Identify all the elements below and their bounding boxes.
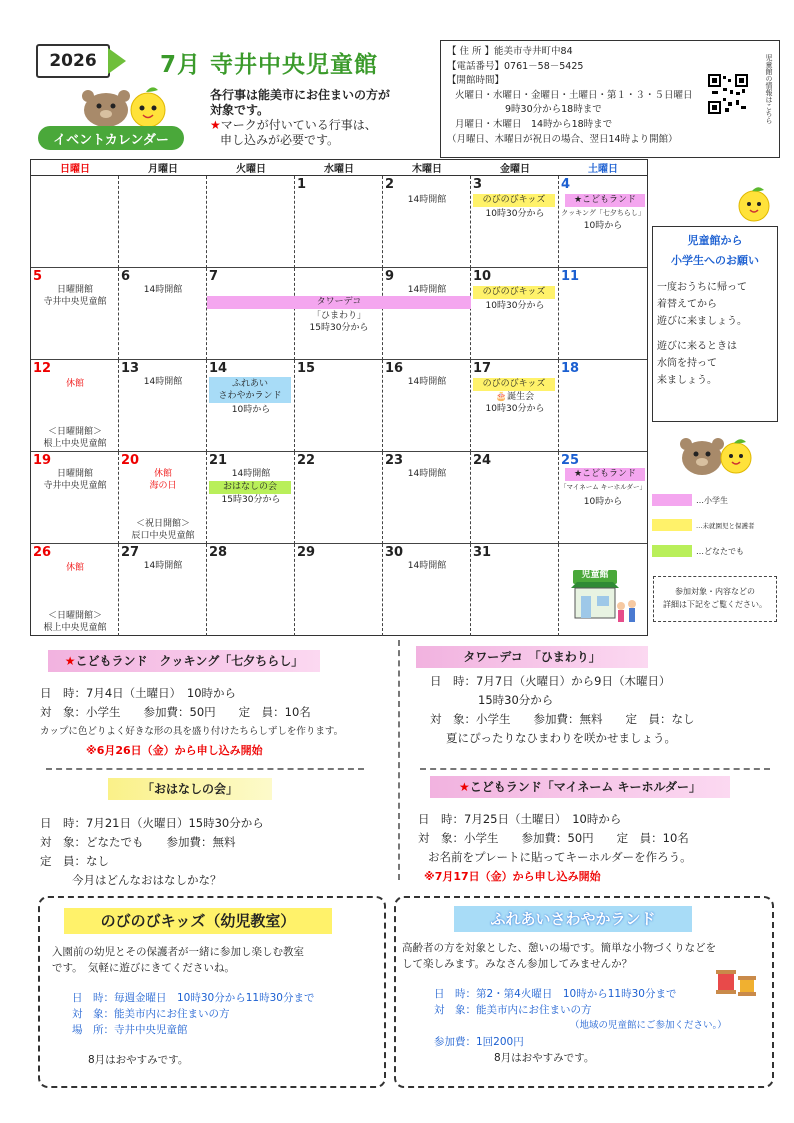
kodomo1-date: 日 時：7月4日（土曜日） 10時から <box>40 686 237 700</box>
request-p1-line: 一度おうちに帰って <box>657 282 747 293</box>
hours-line4: （月曜日、木曜日が祝日の場合、翌日14時より開館） <box>447 133 678 145</box>
detail-note-line: 参加対象・内容などの <box>675 587 755 596</box>
birthday-party: 🎂誕生会 <box>495 392 535 402</box>
cal-cell-day2 <box>383 176 471 268</box>
cal-cell-day10 <box>471 268 559 360</box>
day-number: 4 <box>561 177 571 192</box>
cal-cell-day26 <box>31 544 119 636</box>
fureai-target: 対 象：能美市内にお住まいの方 <box>434 1004 592 1016</box>
day-number: 5 <box>33 269 43 284</box>
event-subtitle: 「マイネーム キーホルダー」 <box>559 483 647 491</box>
nobinobi-body <box>52 944 382 1068</box>
event-tag-nobinobi: のびのびキッズ <box>473 286 555 299</box>
mascot-illustration <box>66 80 176 128</box>
event-tag-kodomo: ★こどもランド <box>565 468 645 481</box>
ohanashi-title: 「おはなしの会」 <box>108 778 272 800</box>
cal-cell-day1 <box>295 176 383 268</box>
cal-cell-day5 <box>31 268 119 360</box>
hours-line3: 月曜日・木曜日 14時から18時まで <box>455 118 613 130</box>
fureai-desc: 高齢者の方を対象とした、憩いの場です。簡単な小物づくりなどを <box>402 942 717 954</box>
day-number: 25 <box>561 453 580 468</box>
qr-code-icon[interactable] <box>708 74 748 114</box>
cal-cell-day24 <box>471 452 559 544</box>
kodomo1-target: 対 象：小学生 参加費：50円 定 員：10名 <box>40 705 311 719</box>
open-time: 14時開館 <box>143 285 183 295</box>
fureai-body <box>402 940 772 1066</box>
tower-date: 日 時：7月7日（火曜日）から9日（木曜日） <box>430 674 671 688</box>
horizontal-divider <box>420 768 770 770</box>
star-icon: ★ <box>210 118 221 132</box>
day-number: 21 <box>209 453 228 468</box>
cal-cell-day14 <box>207 360 295 452</box>
star-icon: ★ <box>64 654 76 668</box>
day-number: 6 <box>121 269 131 284</box>
notice-line1: 各行事は能美市にお住まいの方が <box>210 88 391 102</box>
kodomo1-apply: ※6月26日（金）から申し込み開始 <box>86 744 263 757</box>
day-number: 16 <box>385 361 404 376</box>
event-tag-line: ふれあい <box>231 379 268 389</box>
kodomo1-body <box>40 684 390 760</box>
fureai-desc: して楽しみます。みなさん参加してみませんか？ <box>402 958 633 970</box>
day-number: 23 <box>385 453 404 468</box>
day-number: 9 <box>385 269 395 284</box>
cal-cell-day13 <box>119 360 207 452</box>
cal-cell-day17 <box>471 360 559 452</box>
open-time: 14時開館 <box>143 377 183 387</box>
legend-green-label: …どなたでも <box>696 547 744 556</box>
ohanashi-target: 対 象：どなたでも 参加費：無料 <box>40 835 236 849</box>
cal-cell-day19 <box>31 452 119 544</box>
tower-target: 対 象：小学生 参加費：無料 定 員：なし <box>430 712 695 726</box>
day-number: 19 <box>33 453 52 468</box>
cal-cell-day27 <box>119 544 207 636</box>
fureai-title: ふれあいさわやかランド <box>454 906 692 932</box>
kodomo2-date: 日 時：7月25日（土曜日） 10時から <box>418 812 622 826</box>
ohanashi-date: 日 時：7月21日（火曜日）15時30分から <box>40 816 264 830</box>
day-number: 10 <box>473 269 492 284</box>
cal-cell-day12 <box>31 360 119 452</box>
legend-yellow-label: …未就園児と保護者 <box>696 522 755 530</box>
holiday-open-note: ＜祝日開館＞ <box>135 519 190 529</box>
notice-line2: 対象です。 <box>210 103 270 117</box>
detail-note-line: 詳細は下記をご覧ください。 <box>663 600 767 609</box>
weekday-sun: 日曜日 <box>31 160 119 176</box>
weekday-thu: 木曜日 <box>383 160 471 176</box>
day-number: 20 <box>121 453 140 468</box>
mascots-pair-icon <box>676 424 756 480</box>
kodomo2-body <box>418 810 778 886</box>
event-time: 10時30分から <box>485 209 545 219</box>
tower-time: 15時30分から <box>478 693 554 707</box>
event-tag-tower-deco: タワーデコ <box>207 296 471 309</box>
holiday-open-place: 辰口中央児童館 <box>131 531 195 541</box>
cal-cell-day21 <box>207 452 295 544</box>
kodomo2-desc: お名前をプレートに貼ってキーホルダーを作ろう。 <box>428 850 692 864</box>
hours-label: 【開館時間】 <box>447 75 505 87</box>
legend-yellow-swatch <box>652 519 692 531</box>
sunday-open-note: ＜日曜開館＞ <box>47 611 102 621</box>
day-number: 2 <box>385 177 395 192</box>
sunday-open-place: 寺井中央児童館 <box>43 481 107 491</box>
vertical-divider <box>398 640 400 880</box>
fureai-target-note: （地域の児童館にご参加ください。） <box>570 1020 727 1031</box>
ohanashi-desc: 今月はどんなおはなしかな？ <box>72 873 222 887</box>
day-number: 17 <box>473 361 492 376</box>
day-number: 12 <box>33 361 52 376</box>
sunday-open-place: 寺井中央児童館 <box>43 297 107 307</box>
cal-cell-day28 <box>207 544 295 636</box>
sunday-open: 日曜開館 <box>56 285 93 295</box>
day-number: 28 <box>209 545 228 560</box>
fureai-fee: 参加費：1回200円 <box>434 1036 524 1048</box>
kodomo1-desc: カップに色どりよく好きな形の具を盛り付けたちらしずしを作ります。 <box>40 726 344 737</box>
nobinobi-desc: です。 気軽に遊びにきてくださいね。 <box>52 962 235 974</box>
weekday-wed: 水曜日 <box>295 160 383 176</box>
notice-line3: ★マークが付いている行事は、 <box>210 118 377 132</box>
sunday-open-note: ＜日曜開館＞ <box>47 427 102 437</box>
request-p2-line: 来ましょう。 <box>657 375 717 386</box>
day-number: 24 <box>473 453 492 468</box>
cal-cell-day3 <box>471 176 559 268</box>
request-p1-line: 遊びに来ましょう。 <box>657 316 747 327</box>
request-title2: 小学生へのお願い <box>671 254 759 267</box>
fureai-date: 日 時：第2・第4火曜日 10時から11時30分まで <box>434 988 677 1000</box>
cal-cell-empty <box>31 176 119 268</box>
open-time: 14時開館 <box>407 285 447 295</box>
day-number: 18 <box>561 361 580 376</box>
event-tag-ohanashi: おはなしの会 <box>209 481 291 494</box>
hours-line2: 9時30分から18時まで <box>505 104 602 116</box>
mascot-icon <box>734 182 774 222</box>
day-number: 1 <box>297 177 307 192</box>
event-time: 15時30分から <box>309 323 369 333</box>
cal-cell-day20 <box>119 452 207 544</box>
sunday-open-place: 根上中央児童館 <box>43 623 107 633</box>
day-number: 15 <box>297 361 316 376</box>
cal-cell-day16 <box>383 360 471 452</box>
event-time: 10時から <box>583 221 623 231</box>
event-subtitle: 「ひまわり」 <box>311 311 366 321</box>
page-title: 7月 寺井中央児童館 <box>160 52 379 78</box>
legend-green-swatch <box>652 545 692 557</box>
day-number: 7 <box>209 269 219 284</box>
day-number: 29 <box>297 545 316 560</box>
cal-cell-day30 <box>383 544 471 636</box>
open-time: 14時開館 <box>407 469 447 479</box>
event-calendar <box>30 159 648 636</box>
weekday-tue: 火曜日 <box>207 160 295 176</box>
nobinobi-august: 8月はおやすみです。 <box>88 1054 189 1066</box>
cal-cell-day31 <box>471 544 559 636</box>
request-p1-line: 着替えてから <box>657 299 717 310</box>
day-number: 26 <box>33 545 52 560</box>
hours-line1: 火曜日・水曜日・金曜日・土曜日・第１・３・５日曜日 <box>455 89 693 101</box>
weekday-sat: 土曜日 <box>559 160 647 176</box>
day-number: 13 <box>121 361 140 376</box>
star-icon: ★ <box>458 780 470 794</box>
cal-cell-empty <box>207 176 295 268</box>
nobinobi-title: のびのびキッズ（幼児教室） <box>64 908 332 934</box>
event-subtitle: クッキング「七夕ちらし」 <box>561 209 645 217</box>
event-tag-line: さわやかランド <box>218 391 282 401</box>
day-number: 22 <box>297 453 316 468</box>
cal-cell-day18 <box>559 360 647 452</box>
request-p2-line: 水筒を持って <box>657 358 717 369</box>
tower-title: タワーデコ 「ひまわり」 <box>416 646 648 668</box>
qr-caption: 児童館の情報はこちら <box>765 54 773 124</box>
day-number: 30 <box>385 545 404 560</box>
legend-pink-label: …小学生 <box>696 496 728 505</box>
request-p2-line: 遊びに来るときは <box>657 341 737 352</box>
kodomo2-target: 対 象：小学生 参加費：50円 定 員：10名 <box>418 831 689 845</box>
tower-body <box>430 672 780 748</box>
cal-cell-day4 <box>559 176 647 268</box>
ohanashi-body <box>40 814 390 890</box>
sunday-open-place: 根上中央児童館 <box>43 439 107 449</box>
tower-desc: 夏にぴったりなひまわりを咲かせましょう。 <box>446 731 676 745</box>
legend-pink-swatch <box>652 494 692 506</box>
closed-label: 休館 <box>65 563 84 573</box>
day-number: 14 <box>209 361 228 376</box>
nobinobi-date: 日 時：毎週金曜日 10時30分から11時30分まで <box>72 992 315 1004</box>
year-text: 2026 <box>49 51 97 71</box>
cal-cell-day25 <box>559 452 647 544</box>
closed-label: 休館 <box>65 379 84 389</box>
notice-line4: 申し込みが必要です。 <box>220 133 340 147</box>
nobinobi-place: 場 所：寺井中央児童館 <box>72 1024 188 1036</box>
request-title1: 児童館から <box>687 234 743 247</box>
event-time: 10時から <box>583 497 623 507</box>
kodomo2-title: ★こどもランド「マイネーム キーホルダー」 <box>430 776 730 798</box>
open-time: 14時開館 <box>407 377 447 387</box>
event-time: 10時30分から <box>485 404 545 414</box>
cal-cell-day6 <box>119 268 207 360</box>
day-number: 3 <box>473 177 483 192</box>
open-time: 14時開館 <box>231 469 271 479</box>
day-number: 27 <box>121 545 140 560</box>
event-time: 15時30分から <box>221 495 281 505</box>
notice-text <box>210 88 420 148</box>
kodomo2-apply: ※7月17日（金）から申し込み開始 <box>424 870 601 883</box>
event-tag-fureai <box>209 377 291 403</box>
ohanashi-capacity: 定 員：なし <box>40 854 109 868</box>
open-time: 14時開館 <box>407 561 447 571</box>
open-time: 14時開館 <box>407 195 447 205</box>
event-tag-nobinobi: のびのびキッズ <box>473 194 555 207</box>
weekday-fri: 金曜日 <box>471 160 559 176</box>
event-tag-kodomo: ★こどもランド <box>565 194 645 207</box>
cal-cell-building <box>559 544 647 636</box>
closed-label: 休館 <box>153 469 172 479</box>
event-calendar-banner: イベントカレンダー <box>38 126 184 150</box>
event-tag-nobinobi: のびのびキッズ <box>473 378 555 391</box>
event-time: 10時30分から <box>485 301 545 311</box>
thread-spool-icon <box>712 962 760 1002</box>
weekday-mon: 月曜日 <box>119 160 207 176</box>
cal-cell-empty <box>119 176 207 268</box>
cal-cell-day29 <box>295 544 383 636</box>
day-number: 11 <box>561 269 580 284</box>
day-number: 31 <box>473 545 492 560</box>
event-time: 10時から <box>231 405 271 415</box>
cal-cell-day11 <box>559 268 647 360</box>
cal-cell-day22 <box>295 452 383 544</box>
request-box <box>652 226 778 422</box>
address: 【 住 所 】能美市寺井町中84 <box>447 46 573 57</box>
cal-cell-day15 <box>295 360 383 452</box>
detail-note <box>653 576 777 622</box>
open-time: 14時開館 <box>143 561 183 571</box>
building-label: 児童館 <box>581 570 609 580</box>
nobinobi-desc: 入園前の幼児とその保護者が一緒に参加し楽しむ教室 <box>52 946 304 958</box>
holiday-name: 海の日 <box>149 481 177 491</box>
kodomo1-title: ★こどもランド クッキング「七夕ちらし」 <box>48 650 320 672</box>
sunday-open: 日曜開館 <box>56 469 93 479</box>
horizontal-divider <box>46 768 364 770</box>
phone: 【電話番号】0761－58－5425 <box>447 60 584 72</box>
fureai-august: 8月はおやすみです。 <box>494 1052 595 1064</box>
year-flag <box>36 44 110 78</box>
nobinobi-target: 対 象：能美市内にお住まいの方 <box>72 1008 230 1020</box>
cal-cell-day23 <box>383 452 471 544</box>
